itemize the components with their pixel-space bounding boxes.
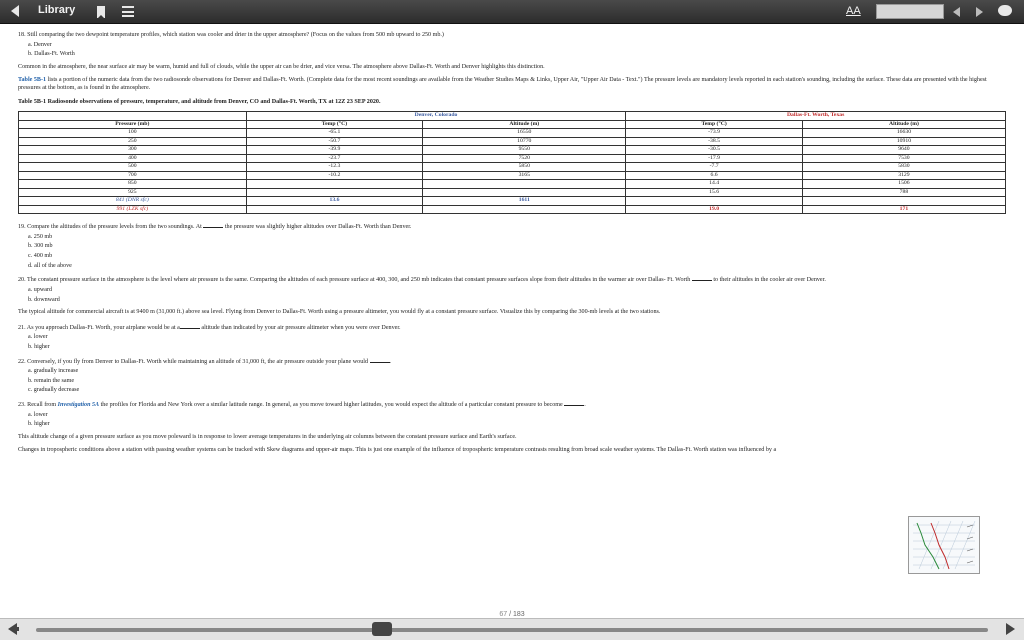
paragraph: This altitude change of a given pressure surface as you move poleward is in response to lower average temperatures in the underlying air columns between the constant pressure surface and Earth's surface. <box>18 433 517 440</box>
skew-t-thumbnail[interactable] <box>908 516 980 574</box>
cell: 10770 <box>423 137 626 146</box>
cell <box>802 197 1005 206</box>
cell: -17.9 <box>626 154 803 163</box>
option: b. downward <box>28 296 60 303</box>
option: b. higher <box>28 343 50 350</box>
cell: 7530 <box>802 154 1005 163</box>
table-row <box>19 154 1006 163</box>
option: a. gradually increase <box>28 368 79 375</box>
option: d. all of the above <box>28 262 72 269</box>
cell: 788 <box>802 188 1005 197</box>
radiosonde-table <box>18 111 1006 214</box>
dallas-header: Dallas-Ft. Worth, Texas <box>626 112 1006 121</box>
col-denver-temp: Temp (°C) <box>246 120 423 129</box>
question-19-options <box>28 234 1008 270</box>
font-size-button[interactable]: AA <box>846 5 861 17</box>
notes-icon[interactable] <box>998 5 1012 16</box>
cell: 10910 <box>802 137 1005 146</box>
option: b. remain the same <box>28 377 75 384</box>
question-23 <box>18 400 1008 429</box>
page-indicator <box>0 611 1024 618</box>
bookmark-icon[interactable] <box>97 6 105 18</box>
back-arrow-icon[interactable] <box>11 5 19 17</box>
question-19 <box>18 222 1008 270</box>
paragraph-text: lists a portion of the numeric data from the two radiosonde observations for Denver and Dallas-Ft. Worth. (Complete data for the most recent soundings are available from the Weather Studies Maps & Links, Upper Air, "Upper Air Data - Text.") The pressure levels are mandatory levels reported in each station's sounding, including the surface. These data are presented with the highest pressures at the bottom, as is found in the atmosphere. <box>18 77 987 92</box>
cell: 6.6 <box>626 171 803 180</box>
cell: 171 <box>802 205 1005 214</box>
cell: 1506 <box>802 180 1005 189</box>
question-19-text <box>18 222 1008 232</box>
previous-result-icon[interactable] <box>953 7 960 17</box>
question-22-options <box>28 368 1008 395</box>
search-input[interactable] <box>876 4 944 19</box>
cell: -10.2 <box>246 171 423 180</box>
cell <box>626 197 803 206</box>
option: a. lower <box>28 334 48 341</box>
question-21 <box>18 323 1008 352</box>
cell: -39.9 <box>246 146 423 155</box>
cell: 9550 <box>423 146 626 155</box>
col-denver-alt: Altitude (m) <box>423 120 626 129</box>
col-dallas-temp: Temp (°C) <box>626 120 803 129</box>
question-22-text: 22. Conversely, if you fly from Denver to Dallas-Ft. Worth while maintaining an altitude of 31,000 ft, the air pressure outside your plane would . <box>18 358 392 365</box>
table-row-dallas-surface <box>19 205 1006 214</box>
cell: -7.7 <box>626 163 803 172</box>
table-row <box>19 171 1006 180</box>
option: b. 300 mb <box>28 243 53 250</box>
question-text: to their altitudes in the cooler air over Denver. <box>713 277 826 284</box>
cell: 300 <box>19 146 247 155</box>
question-text: 20. The constant pressure surface in the atmosphere is the level where air pressure is the same. Comparing the altitudes of each pressure surface at 400, 300, and 250 mb indicates that constant pressure surfaces slope from their altitudes in the warmer air over Dallas- Ft. Worth <box>18 277 691 284</box>
cell: -23.7 <box>246 154 423 163</box>
cell: 841 (DNR sfc) <box>19 197 247 206</box>
cell: 3129 <box>802 171 1005 180</box>
col-dallas-alt: Altitude (m) <box>802 120 1005 129</box>
page-scrubber <box>0 618 1024 640</box>
next-page-arrow-icon[interactable] <box>1006 623 1015 635</box>
current-page: 67 <box>499 611 508 618</box>
cell: 13.6 <box>246 197 423 206</box>
cell: 925 <box>19 188 247 197</box>
cell <box>423 180 626 189</box>
cell: 500 <box>19 163 247 172</box>
cell: 1611 <box>423 197 626 206</box>
option: c. gradually decrease <box>28 387 80 394</box>
cell: 15.6 <box>626 188 803 197</box>
question-21-text <box>18 323 1008 333</box>
question-18-text: 18. Still comparing the two dewpoint temperature profiles, which station was cooler and drier in the upper atmosphere? (Focus on the values from 500 mb upward to 250 mb.) <box>18 32 444 38</box>
cell: 19.0 <box>626 205 803 214</box>
paragraph: Common in the atmosphere, the near surface air may be warm, humid and full of clouds, while the upper air can be drier, and vice versa. The atmosphere above Dallas-Ft. Worth and Denver highlights this distinction. <box>18 63 545 70</box>
option: c. 400 mb <box>28 253 53 260</box>
cell: -38.5 <box>626 137 803 146</box>
cell: 16630 <box>802 129 1005 138</box>
table-row-denver-surface <box>19 197 1006 206</box>
cell: 14.4 <box>626 180 803 189</box>
cell: -50.7 <box>246 137 423 146</box>
cell: 250 <box>19 137 247 146</box>
question-23-options <box>28 412 1008 429</box>
table-link[interactable]: Table 5B-1 <box>18 77 47 84</box>
question-text: 19. Compare the altitudes of the pressure levels from the two soundings. At <box>18 224 202 231</box>
total-pages: / 183 <box>509 611 525 618</box>
question-18-options <box>28 42 1008 59</box>
cell <box>246 205 423 214</box>
cell <box>246 180 423 189</box>
cell: 5830 <box>802 163 1005 172</box>
book-page <box>0 26 1024 614</box>
col-pressure: Pressure (mb) <box>19 120 247 129</box>
question-20 <box>18 275 1008 304</box>
denver-header: Denver, Colorado <box>246 112 626 121</box>
scrubber-track[interactable] <box>36 628 988 632</box>
question-18 <box>18 32 1008 59</box>
previous-page-arrow-icon[interactable] <box>8 623 17 635</box>
option: a. lower <box>28 411 48 418</box>
question-21-options <box>28 334 1008 351</box>
scrubber-handle[interactable] <box>372 622 392 636</box>
question-text: the pressure was slightly higher altitudes over Dallas-Ft. Worth than Denver. <box>224 224 412 231</box>
table-of-contents-icon[interactable] <box>122 6 134 17</box>
question-20-text <box>18 275 1008 285</box>
table-row <box>19 180 1006 189</box>
cell: -12.3 <box>246 163 423 172</box>
cell: 7520 <box>423 154 626 163</box>
cell <box>423 205 626 214</box>
cell: 16550 <box>423 129 626 138</box>
question-text: 22. Conversely, if you fly from Denver to Dallas-Ft. Worth while maintaining an altitude of 31,000 ft, the air pressure outside your plane would <box>18 358 368 365</box>
table-corner <box>19 112 247 121</box>
question-23-text: 23. Recall from Investigation 5A the profiles for Florida and New York over a similar latitude range. In general, as you move toward higher latitudes, you would expect the altitude of a particular constant pressure to become . <box>18 402 586 409</box>
cell: 991 (LZK sfc) <box>19 205 247 214</box>
option: a. 250 mb <box>28 233 53 240</box>
cell <box>246 188 423 197</box>
question-text: 21. As you approach Dallas-Ft. Worth, your airplane would be at a <box>18 324 180 331</box>
cell: 9640 <box>802 146 1005 155</box>
cell: 400 <box>19 154 247 163</box>
cell: 100 <box>19 129 247 138</box>
question-22 <box>18 357 1008 395</box>
answer-blank[interactable] <box>370 357 390 363</box>
cell: 700 <box>19 171 247 180</box>
paragraph: Changes in tropospheric conditions above a station with passing weather systems can be tracked with Skew diagrams and upper-air maps. This is just one example of the influence of tropospheric temperature contrasts resulting from broad scale weather systems. The Dallas-Ft. Worth station was influenced by a <box>18 447 777 454</box>
question-text: altitude than indicated by your air pressure altimeter when you were over Denver. <box>201 324 401 331</box>
next-result-icon[interactable] <box>976 7 983 17</box>
library-button[interactable]: Library <box>38 4 76 16</box>
answer-blank[interactable] <box>203 222 223 228</box>
cell <box>423 188 626 197</box>
cell: -73.9 <box>626 129 803 138</box>
cell: -30.5 <box>626 146 803 155</box>
question-text: the profiles for Florida and New York over a similar latitude range. In general, as you move toward higher latitudes, you would expect the altitude of a particular constant pressure to become <box>99 402 563 409</box>
table-row <box>19 146 1006 155</box>
option: a. upward <box>28 286 53 293</box>
investigation-link[interactable]: Investigation 5A <box>57 402 100 409</box>
option: a. Denver <box>28 41 52 48</box>
table-row <box>19 163 1006 172</box>
answer-blank[interactable] <box>692 275 712 281</box>
table-caption: Table 5B-1 Radiosonde observations of pressure, temperature, and altitude from Denver, CO and Dallas-Ft. Worth, TX at 12Z 23 SEP 2020. <box>18 98 381 105</box>
cell: -65.1 <box>246 129 423 138</box>
answer-blank[interactable] <box>180 323 200 329</box>
top-toolbar <box>0 0 1024 24</box>
answer-blank[interactable] <box>564 400 584 406</box>
table-row <box>19 188 1006 197</box>
table-row <box>19 137 1006 146</box>
table-row <box>19 129 1006 138</box>
skew-t-diagram-icon <box>909 517 979 573</box>
table-body <box>19 129 1006 197</box>
option: b. Dallas-Ft. Worth <box>28 51 75 58</box>
question-text: 23. Recall from <box>18 402 57 409</box>
cell: 3165 <box>423 171 626 180</box>
option: b. higher <box>28 421 50 428</box>
cell: 5850 <box>423 163 626 172</box>
cell: 850 <box>19 180 247 189</box>
question-20-options <box>28 287 1008 304</box>
paragraph-table-intro <box>18 77 1008 92</box>
paragraph: The typical altitude for commercial aircraft is at 9400 m (31,000 ft.) above sea level. Flying from Denver to Dallas-Ft. Worth using a pressure altimeter, you would fly at a constant pressure surface. Visualize this by comparing the 300-mb levels at the two stations. <box>18 309 661 316</box>
